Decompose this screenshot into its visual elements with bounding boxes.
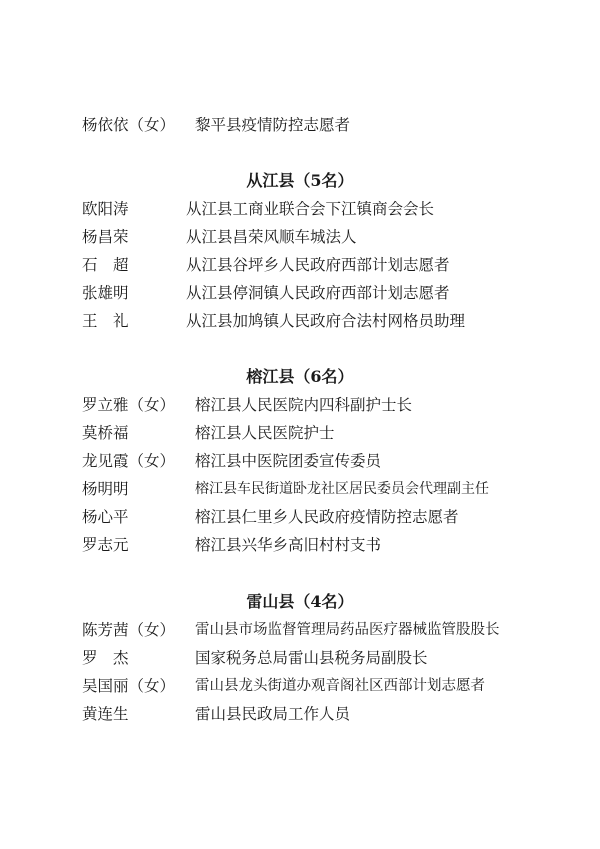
person-name: 张雄明 xyxy=(82,284,129,302)
person-role: 榕江县人民医院内四科副护士长 xyxy=(195,396,413,414)
person-name: 杨明明 xyxy=(82,480,129,498)
person-name: 罗 杰 xyxy=(82,649,129,667)
section-heading-leishan: 雷山县（4名） xyxy=(246,592,354,611)
list-item xyxy=(82,477,562,501)
list-item xyxy=(82,253,562,277)
list-item xyxy=(82,618,562,642)
list-item xyxy=(82,449,562,473)
person-name: 杨依依（女） xyxy=(82,116,176,134)
person-name: 杨心平 xyxy=(82,508,129,526)
person-role: 雷山县龙头街道办观音阁社区西部计划志愿者 xyxy=(195,678,485,694)
list-item xyxy=(82,309,562,333)
list-item xyxy=(82,646,562,670)
person-name: 龙见霞（女） xyxy=(82,452,176,470)
person-name: 罗志元 xyxy=(82,536,129,554)
person-role: 雷山县民政局工作人员 xyxy=(195,705,351,723)
section-heading-congjiang: 从江县（5名） xyxy=(246,171,354,190)
section-heading-rongjiang: 榕江县（6名） xyxy=(246,367,354,386)
list-item xyxy=(82,393,562,417)
list-item xyxy=(82,674,562,698)
person-role: 从江县谷坪乡人民政府西部计划志愿者 xyxy=(186,256,450,274)
list-item xyxy=(82,225,562,249)
person-role: 从江县加鸠镇人民政府合法村网格员助理 xyxy=(186,312,466,330)
list-item xyxy=(82,702,562,726)
person-name: 王 礼 xyxy=(82,312,129,330)
person-name: 陈芳茜（女） xyxy=(82,621,176,639)
person-role: 榕江县兴华乡高旧村村支书 xyxy=(195,536,382,554)
person-role: 黎平县疫情防控志愿者 xyxy=(195,116,351,134)
person-role: 榕江县中医院团委宣传委员 xyxy=(195,452,382,470)
list-item xyxy=(82,505,562,529)
person-name: 莫桥福 xyxy=(82,424,129,442)
person-role: 雷山县市场监督管理局药品医疗器械监管股股长 xyxy=(195,622,500,638)
person-name: 石 超 xyxy=(82,256,129,274)
person-role: 从江县停洞镇人民政府西部计划志愿者 xyxy=(186,284,450,302)
person-role: 从江县工商业联合会下江镇商会会长 xyxy=(186,200,435,218)
person-name: 欧阳涛 xyxy=(82,200,129,218)
person-role: 榕江县仁里乡人民政府疫情防控志愿者 xyxy=(195,508,459,526)
person-role: 国家税务总局雷山县税务局副股长 xyxy=(195,649,428,667)
list-item xyxy=(82,421,562,445)
person-name: 黄连生 xyxy=(82,705,129,723)
list-item xyxy=(82,197,562,221)
person-role: 榕江县人民医院护士 xyxy=(195,424,335,442)
person-role: 从江县昌荣风顺车城法人 xyxy=(186,228,357,246)
person-name: 杨昌荣 xyxy=(82,228,129,246)
person-name: 罗立雅（女） xyxy=(82,396,176,414)
list-item xyxy=(82,533,562,557)
list-item xyxy=(82,281,562,305)
list-item xyxy=(82,113,562,137)
person-role: 榕江县车民街道卧龙社区居民委员会代理副主任 xyxy=(195,481,489,497)
person-name: 吴国丽（女） xyxy=(82,677,176,695)
